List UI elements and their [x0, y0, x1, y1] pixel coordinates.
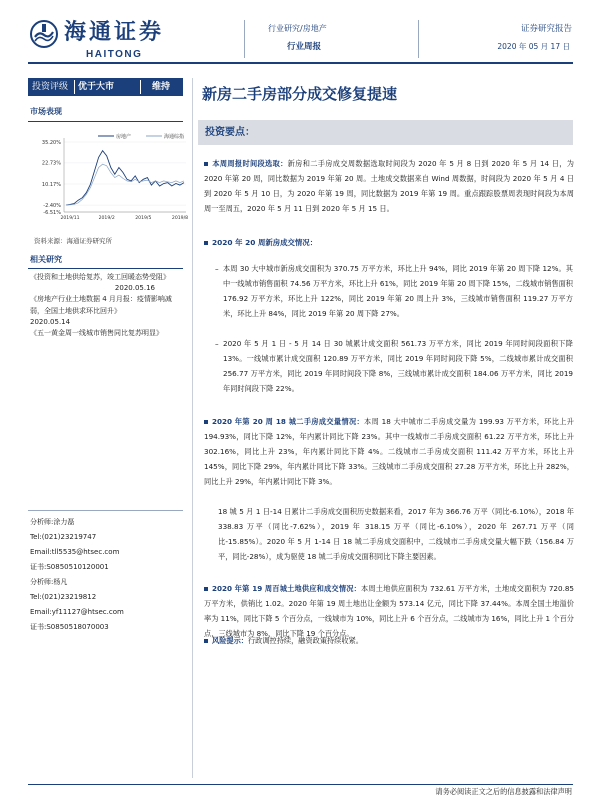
para-lead: 本周周报时间段选取： [212, 159, 288, 168]
keypoints-label: 投资要点： [205, 127, 255, 138]
para-new-house-cumulative: – 2020 年 5 月 1 日 - 5 月 14 日 30 城累计成交面积 561.73 万平方米，同比 2019 年同时间段面积下降 13%。一线城市累计成交面积 120.89 万平方米，同比 2019 年同时间段下降 5%，二线城市累计成交面积 256.77 万平方米，同比 2019 年同时间段下降 8%，三线城市累计成交面积 184.06 万平方米，同比 2019 年同时间段下降 22%。 [215, 339, 573, 393]
para-lead: 2020 年第 19 周百城土地供应和成交情况： [212, 584, 362, 593]
legend-label-series-1: 房地产 [116, 134, 132, 140]
bullet-icon [204, 241, 208, 245]
para-second-hand [204, 414, 574, 489]
rating-divider [140, 80, 141, 94]
analyst-block [30, 515, 185, 635]
para-body: 新房和二手房成交周数据选取时间段为 2020 年 5 月 8 日到 2020 年 5 月 14 日，为 2020 年第 20 周，同比数据为 2019 年第 20 周。土地成交数据来自 Wind 周数据，时间段为 2020 年 5 月 4 日到 2020 年 5 月 10 日，为 2020 年第 19 周，同比数据为 2019 年第 19 周。重点跟踪股票周表现时间段为本周周一至周五，2020 年 5 月 11 日到 2020 年 5 月 15 日。 [204, 159, 574, 213]
y-tick-label: -2.40% [43, 202, 61, 209]
para-lead: 2020 年第 20 周 18 城二手房成交量情况： [212, 417, 365, 426]
para-body: 本周 18 大中城市二手房成交量为 199.93 万平方米，环比上升 194.93%，同比下降 12%，年内累计同比下降 23%。其中一线城市二手房成交面积 61.22 万平方米，环比上升 302.16%，同比上升 23%，年内累计同比下降 4%。二线城市二手房成交面积 111.42 万平方米，环比上升 145%，同比下降 29%，年内累计同比下降 33%。三线城市二手房成交面积 27.28 万平方米，环比上升 282%，同比上升 29%，年内累计同比下降 3%。 [204, 417, 574, 486]
subheading-text: 2020 年 20 周新房成交情况： [212, 238, 318, 247]
rating-value: 优于大市 [78, 82, 115, 92]
y-tick-label: -6.51% [43, 209, 61, 216]
para-new-house-weekly: – 本周 30 大中城市新房成交面积为 370.75 万平方米，环比上升 94%，同比 2019 年第 20 周下降 12%。其中一线城市销售面积 74.56 万平方米，环比上升 61%，同比 2019 年第 20 周下降 15%，二线城市销售面积 176.92 万平方米，环比上升 122%，同比 2019 年第 20 周上升 3%，三线城市销售面积 119.27 万平方米，环比上升 84%，同比 2019 年第 20 周下降 27%。 [215, 264, 573, 318]
x-tick-label: 2019/5 [135, 216, 152, 221]
related-item-title: 《五一黄金周一线城市销售同比复苏明显》 [30, 328, 163, 337]
analyst-name: 分析师:杨凡 [30, 578, 68, 586]
analyst-email[interactable]: Email:yf11127@htsec.com [30, 608, 124, 616]
analyst-cert: 证书:S0850518070003 [30, 623, 109, 631]
rating-label: 投资评级 [32, 82, 69, 92]
para-second-hand-history [218, 504, 574, 564]
para-land [204, 581, 574, 641]
related-item[interactable] [30, 328, 185, 339]
para-risk [204, 633, 574, 648]
para-body: 行政调控持续，融资政策持续收紧。 [247, 636, 363, 645]
analyst-cert: 证书:S0850510120001 [30, 563, 109, 571]
header-divider [244, 20, 245, 58]
market-performance-chart [28, 126, 188, 222]
rating-divider [74, 80, 75, 94]
footer-rule [28, 784, 573, 785]
related-item-date: 2020.05.14 [30, 317, 71, 326]
logo-chinese-name: 海通证券 [64, 19, 165, 45]
analyst-tel: Tel:(021)23219747 [30, 533, 97, 541]
rating-action: 维持 [152, 82, 171, 92]
related-section-title: 相关研究 [30, 255, 62, 264]
rating-bar [28, 78, 183, 96]
page-title: 新房二手房部分成交修复提速 [202, 85, 398, 103]
bullet-icon [204, 162, 208, 166]
y-tick-label: 22.73% [41, 160, 61, 167]
y-tick-label: 35.20% [41, 139, 61, 146]
report-type: 行业周报 [287, 42, 322, 52]
analyst-tel: Tel:(021)23219812 [30, 593, 97, 601]
para-lead: 风险提示： [212, 636, 248, 645]
legend-label-series-2: 海通综指 [164, 134, 185, 140]
related-item[interactable] [30, 294, 185, 328]
report-category: 行业研究/房地产 [268, 24, 327, 33]
para-time-period [204, 156, 574, 216]
report-date: 2020 年 05 月 17 日 [497, 42, 570, 51]
logo-english-name: HAITONG [86, 49, 143, 60]
bullet-icon [204, 420, 208, 424]
header-divider [418, 20, 419, 58]
analyst-rule [28, 510, 183, 511]
footer-disclaimer: 请务必阅读正文之后的信息披露和法律声明 [435, 787, 572, 796]
header-rule [28, 62, 573, 64]
related-list [30, 272, 185, 339]
new-house-heading [204, 237, 317, 248]
related-item-title: 《投资和土地供给复苏，竣工回暖态势受阻》 [30, 273, 170, 281]
section-rule [28, 268, 183, 269]
analyst-name: 分析师:涂力磊 [30, 518, 75, 526]
report-label: 证券研究报告 [520, 24, 572, 34]
bullet-icon [204, 587, 208, 591]
related-item-date: 2020.05.16 [114, 284, 155, 293]
bullet-icon [204, 639, 208, 643]
x-tick-label: 2019/2 [98, 216, 115, 221]
section-rule [28, 121, 183, 122]
series-line-2 [66, 164, 184, 205]
related-item-title: 《房地产行业土地数据 4 月月报：疫情影响减弱，全国土地供求环比回升》 [30, 295, 172, 315]
series-line-1 [66, 151, 184, 205]
x-tick-label: 2019/8 [171, 216, 188, 221]
para-body: 18 城 5 月 1 日-14 日累计二手房成交面积历史数据来看，2017 年为 366.76 万平（同比-6.10%），2018 年 338.83 万平（同比-7.62%），2019 年 318.15 万平（同比-6.10%），2020 年 267.71 万平（同比-15.85%）。2020 年 5 月 1-14 日 18 城二手房成交面积中，二线城市二手房成交量大幅下跌（156.84 万平，同比-28%），成为驱使 18 城二手房成交面积同比下降主要因素。 [218, 507, 574, 561]
column-divider [192, 78, 193, 778]
chart-source: 资料来源：海通证券研究所 [34, 237, 112, 245]
related-item[interactable] [30, 272, 185, 294]
haitong-logo-icon [30, 20, 58, 48]
para-body: 本周土地供应面积为 732.61 万平方米，土地成交面积为 720.85 万平方米，供销比 1.02。2020 年第 19 周土地出让金额为 573.14 亿元，同比下降 37.44%。本周全国土地溢价率为 11%，同比下降 5 个百分点，一线城市为 10%，同比上升 6 个百分点，二线城市为 16%，同比上升 1 个百分点，三线城市为 8%，同比下降 19 个百分点。 [204, 584, 575, 638]
y-tick-label: 10.17% [41, 181, 61, 188]
x-tick-label: 2019/11 [60, 216, 80, 221]
analyst-email[interactable]: Email:tll5535@htsec.com [30, 548, 120, 556]
market-section-title: 市场表现 [30, 107, 62, 116]
